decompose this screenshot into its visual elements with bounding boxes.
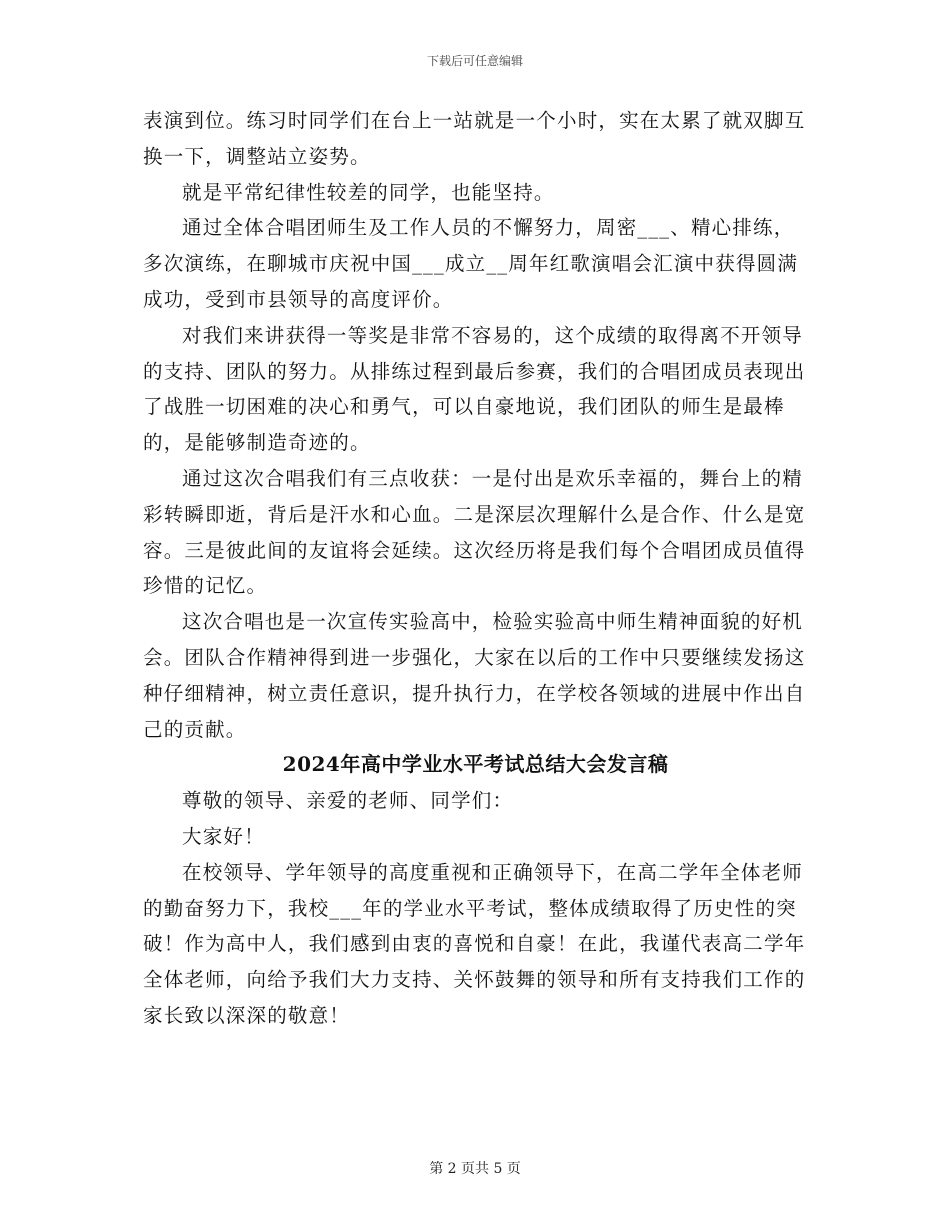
section-title: 2024年高中学业水平考试总结大会发言稿: [282, 752, 669, 777]
paragraph-3: 通过全体合唱团师生及工作人员的不懈努力，周密___、精心排练，多次演练，在聊城市庆祝中国___成立__周年红歌演唱会汇演中获得圆满成功，受到市县领导的高度评价。: [143, 216, 799, 311]
paragraph-2: 就是平常纪律性较差的同学，也能坚持。: [182, 180, 555, 204]
paragraph-1: 表演到位。练习时同学们在台上一站就是一个小时，实在太累了就双脚互换一下，调整站立姿势。: [143, 109, 806, 168]
page-header: 下载后可任意编辑: [426, 54, 523, 68]
paragraph-5: 通过这次合唱我们有三点收获：一是付出是欢乐幸福的，舞台上的精彩转瞬即逝，背后是汗水和心血。二是深层次理解什么是合作、什么是宽容。三是彼此间的友谊将会延续。这次经历将是我们每个合唱团成员值得珍惜的记忆。: [143, 466, 806, 598]
paragraph-4: 对我们来讲获得一等奖是非常不容易的，这个成绩的取得离不开领导的支持、团队的努力。从排练过程到最后参赛，我们的合唱团成员表现出了战胜一切困难的决心和勇气，可以自豪地说，我们团队的师生是最棒的，是能够制造奇迹的。: [143, 323, 806, 455]
salutation: 尊敬的领导、亲爱的老师、同学们：: [182, 789, 514, 813]
document-body: [143, 103, 808, 1034]
paragraph-6: 这次合唱也是一次宣传实验高中，检验实验高中师生精神面貌的好机会。团队合作精神得到进一步强化，大家在以后的工作中只要继续发扬这种仔细精神，树立责任意识，提升执行力，在学校各领域的进展中作出自己的贡献。: [143, 610, 806, 741]
greeting: 大家好！: [182, 824, 265, 848]
page-number: 第 2 页共 5 页: [429, 1161, 521, 1177]
paragraph-9: 在校领导、学年领导的高度重视和正确领导下，在高二学年全体老师的勤奋努力下，我校___年的学业水平考试，整体成绩取得了历史性的突破！作为高中人，我们感到由衷的喜悦和自豪！在此，我谨代表高二学年全体老师，向给予我们大力支持、关怀鼓舞的领导和所有支持我们工作的家长致以深深的敬意！: [143, 860, 806, 1027]
